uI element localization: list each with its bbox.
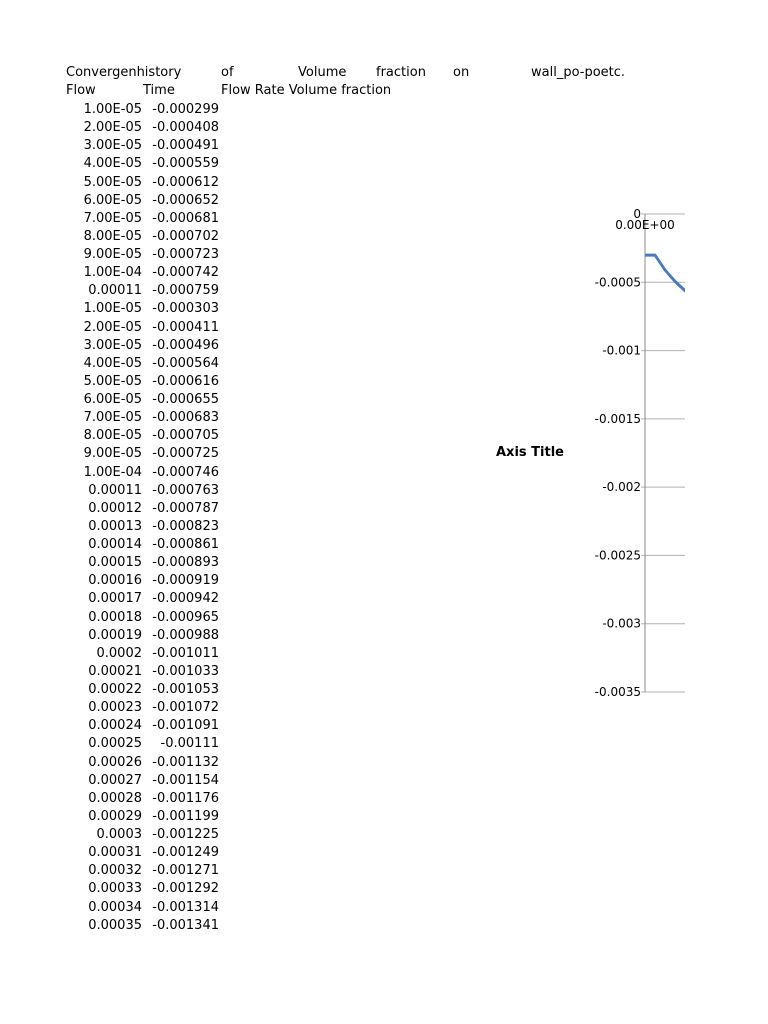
title-word: Convergenhistory: [66, 65, 182, 80]
flow-cell: 1.00E-04: [83, 464, 142, 480]
table-row: [66, 572, 219, 590]
time-cell: -0.000893: [152, 555, 219, 571]
table-row: [66, 681, 219, 699]
table-row: [66, 228, 219, 246]
flow-cell: 0.00023: [88, 700, 142, 716]
flow-cell: 2.00E-05: [83, 319, 142, 335]
table-row: [66, 880, 219, 898]
time-cell: -0.001053: [152, 682, 219, 698]
table-row: [66, 844, 219, 862]
time-cell: -0.001132: [152, 754, 219, 770]
table-row: [66, 300, 219, 318]
line-chart: [580, 200, 685, 710]
table-row: [66, 337, 219, 355]
table-row: [66, 826, 219, 844]
series-line-2: [645, 255, 685, 397]
data-table-body: [66, 101, 219, 935]
flow-cell: 0.00028: [88, 790, 142, 806]
table-row: [66, 862, 219, 880]
time-cell: -0.000655: [152, 392, 219, 408]
time-cell: -0.001341: [152, 917, 219, 933]
flow-cell: 8.00E-05: [83, 228, 142, 244]
flow-cell: 0.00018: [88, 609, 142, 625]
flow-cell: 0.00021: [88, 663, 142, 679]
time-cell: -0.000491: [152, 138, 219, 154]
table-row: [66, 409, 219, 427]
table-row: [66, 282, 219, 300]
flow-cell: 3.00E-05: [83, 138, 142, 154]
time-cell: -0.000861: [152, 537, 219, 553]
y-tick-label: -0.002: [602, 480, 641, 495]
time-cell: -0.001199: [152, 808, 219, 824]
time-cell: -0.001271: [152, 863, 219, 879]
table-row: [66, 210, 219, 228]
table-row: [66, 699, 219, 717]
header-flow-rate-volume-fraction: Flow Rate Volume fraction: [221, 83, 392, 98]
flow-cell: 5.00E-05: [83, 373, 142, 389]
table-row: [66, 754, 219, 772]
flow-cell: 4.00E-05: [83, 355, 142, 371]
y-tick-label: -0.003: [602, 616, 641, 631]
flow-cell: 0.00017: [88, 591, 142, 607]
flow-cell: 1.00E-05: [83, 301, 142, 317]
table-row: [66, 536, 219, 554]
flow-cell: 0.00016: [88, 573, 142, 589]
time-cell: -0.000496: [152, 337, 219, 353]
table-row: [66, 554, 219, 572]
flow-cell: 0.00026: [88, 754, 142, 770]
time-cell: -0.000652: [152, 192, 219, 208]
y-tick-label: -0.001: [602, 343, 641, 358]
table-row: [66, 609, 219, 627]
table-row: [66, 101, 219, 119]
y-tick-label: -0.0015: [594, 411, 641, 426]
table-row: [66, 427, 219, 445]
time-cell: -0.000411: [152, 319, 219, 335]
time-cell: -0.000965: [152, 609, 219, 625]
y-tick-label: -0.0005: [594, 275, 641, 290]
time-cell: -0.000299: [152, 102, 219, 118]
flow-cell: 0.00027: [88, 772, 142, 788]
table-row: [66, 899, 219, 917]
flow-cell: 0.00015: [88, 555, 142, 571]
flow-cell: 6.00E-05: [83, 192, 142, 208]
flow-cell: 8.00E-05: [83, 428, 142, 444]
table-row: [66, 500, 219, 518]
time-cell: -0.000705: [152, 428, 219, 444]
time-cell: -0.000303: [152, 301, 219, 317]
table-row: [66, 482, 219, 500]
title-word: wall_po-poetc.: [531, 65, 626, 80]
flow-cell: 0.00011: [88, 482, 142, 498]
time-cell: -0.000683: [152, 410, 219, 426]
table-row: [66, 391, 219, 409]
time-cell: -0.001225: [152, 827, 219, 843]
y-tick-label: 0: [633, 207, 641, 221]
time-cell: -0.001314: [152, 899, 219, 915]
flow-cell: 1.00E-04: [83, 265, 142, 281]
data-table: [66, 101, 219, 935]
flow-cell: 7.00E-05: [83, 210, 142, 226]
header-flow: Flow: [66, 83, 96, 98]
flow-cell: 0.00025: [88, 736, 142, 752]
y-tick-label: -0.0025: [594, 548, 641, 563]
table-row: [66, 808, 219, 826]
time-cell: -0.000787: [152, 500, 219, 516]
time-cell: -0.000559: [152, 156, 219, 172]
table-row: [66, 645, 219, 663]
title-word: of: [221, 65, 234, 80]
table-row: [66, 518, 219, 536]
flow-cell: 9.00E-05: [83, 446, 142, 462]
table-row: [66, 772, 219, 790]
header-time: Time: [143, 83, 175, 98]
flow-cell: 0.0003: [96, 827, 142, 843]
time-cell: -0.001292: [152, 881, 219, 897]
flow-cell: 0.00035: [88, 917, 142, 933]
time-cell: -0.001072: [152, 700, 219, 716]
flow-cell: 0.00014: [88, 537, 142, 553]
time-cell: -0.001154: [152, 772, 219, 788]
time-cell: -0.000988: [152, 627, 219, 643]
flow-cell: 0.00022: [88, 682, 142, 698]
time-cell: -0.000681: [152, 210, 219, 226]
flow-cell: 1.00E-05: [83, 102, 142, 118]
time-cell: -0.001033: [152, 663, 219, 679]
y-tick-label: -0.0035: [594, 685, 641, 699]
time-cell: -0.000742: [152, 265, 219, 281]
flow-cell: 0.00012: [88, 500, 142, 516]
table-row: [66, 464, 219, 482]
flow-cell: 7.00E-05: [83, 410, 142, 426]
table-row: [66, 917, 219, 935]
table-row: [66, 319, 219, 337]
table-row: [66, 590, 219, 608]
time-cell: -0.000725: [152, 446, 219, 462]
flow-cell: 6.00E-05: [83, 392, 142, 408]
time-cell: -0.000746: [152, 464, 219, 480]
time-cell: -0.000616: [152, 373, 219, 389]
table-row: [66, 790, 219, 808]
flow-cell: 0.00032: [88, 863, 142, 879]
time-cell: -0.001011: [152, 645, 219, 661]
time-cell: -0.000723: [152, 247, 219, 263]
flow-cell: 5.00E-05: [83, 174, 142, 190]
flow-cell: 0.00031: [88, 845, 142, 861]
flow-cell: 0.00024: [88, 718, 142, 734]
table-row: [66, 717, 219, 735]
time-cell: -0.000942: [152, 591, 219, 607]
flow-cell: 3.00E-05: [83, 337, 142, 353]
time-cell: -0.000612: [152, 174, 219, 190]
table-row: [66, 246, 219, 264]
flow-cell: 0.00034: [88, 899, 142, 915]
table-row: [66, 735, 219, 753]
flow-cell: 0.00029: [88, 808, 142, 824]
table-row: [66, 445, 219, 463]
table-row: [66, 355, 219, 373]
flow-cell: 4.00E-05: [83, 156, 142, 172]
time-cell: -0.000564: [152, 355, 219, 371]
title-word: fraction: [376, 65, 426, 80]
y-tick-labels: [595, 207, 641, 699]
title-word: Volume: [298, 65, 347, 80]
flow-cell: 0.00019: [88, 627, 142, 643]
time-cell: -0.000702: [152, 228, 219, 244]
time-cell: -0.000919: [152, 573, 219, 589]
x-tick-label: 0.00E+00: [615, 218, 675, 232]
chart-series: [645, 255, 685, 397]
table-row: [66, 155, 219, 173]
time-cell: -0.00111: [160, 736, 219, 752]
time-cell: -0.001091: [152, 718, 219, 734]
table-row: [66, 264, 219, 282]
title-word: on: [453, 65, 470, 80]
time-cell: -0.000759: [152, 283, 219, 299]
table-row: [66, 192, 219, 210]
time-cell: -0.001249: [152, 845, 219, 861]
time-cell: -0.000823: [152, 518, 219, 534]
flow-cell: 0.00033: [88, 881, 142, 897]
flow-cell: 2.00E-05: [83, 120, 142, 136]
flow-cell: 9.00E-05: [83, 247, 142, 263]
time-cell: -0.000763: [152, 482, 219, 498]
flow-cell: 0.0002: [96, 645, 142, 661]
time-cell: -0.001176: [152, 790, 219, 806]
table-row: [66, 137, 219, 155]
flow-cell: 0.00013: [88, 518, 142, 534]
flow-cell: 0.00011: [88, 283, 142, 299]
table-row: [66, 627, 219, 645]
table-row: [66, 174, 219, 192]
time-cell: -0.000408: [152, 120, 219, 136]
table-row: [66, 373, 219, 391]
y-axis-title: Axis Title: [496, 445, 564, 460]
table-row: [66, 119, 219, 137]
table-row: [66, 663, 219, 681]
